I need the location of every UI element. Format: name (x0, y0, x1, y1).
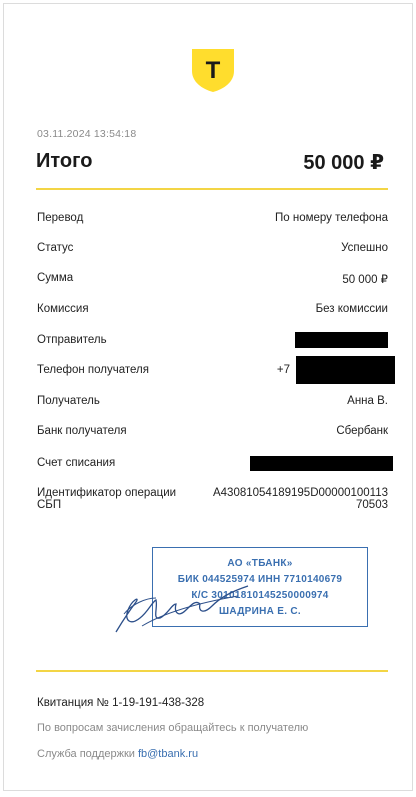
stamp-line-1: АО «ТБАНК» (227, 558, 293, 569)
operation-id-value (213, 487, 388, 511)
receipt-number: Квитанция № 1-19-191-438-328 (37, 697, 205, 709)
redacted-phone (296, 356, 395, 384)
detail-label-line1: Идентификатор операции (37, 487, 177, 499)
detail-label: Комиссия (37, 303, 89, 315)
detail-label: Счет списания (37, 457, 116, 469)
support-line (37, 748, 198, 760)
signature-icon (112, 574, 252, 638)
logo-letter: Т (205, 57, 221, 84)
detail-label: Статус (37, 242, 74, 254)
support-email-link[interactable]: fb@tbank.ru (137, 748, 199, 760)
detail-value: Без комиссии (315, 303, 388, 315)
operation-id-line1: A43081054189195D00000100113 (212, 487, 388, 499)
redacted-account (250, 456, 393, 471)
detail-label: Получатель (37, 395, 100, 407)
support-label: Служба поддержки (37, 748, 138, 760)
detail-row-operation-id (37, 487, 388, 521)
stamp-line-3: К/С 30101810145250000974 (191, 590, 329, 601)
stamp-line-4: ШАДРИНА Е. С. (219, 606, 301, 617)
detail-value: Сбербанк (336, 425, 388, 437)
divider-bottom (36, 670, 388, 672)
operation-id-line2: 70503 (356, 499, 388, 511)
detail-label: Банк получателя (37, 425, 127, 437)
total-amount: 50 000 ₽ (303, 152, 384, 174)
detail-label: Телефон получателя (37, 364, 149, 376)
detail-label-line2: СБП (37, 499, 62, 511)
tbank-logo-icon (190, 47, 236, 93)
detail-value: 50 000 ₽ (342, 274, 388, 286)
detail-value: По номеру телефона (275, 212, 388, 224)
detail-value: Анна В. (347, 395, 388, 407)
divider-top (36, 188, 388, 190)
transaction-datetime: 03.11.2024 13:54:18 (37, 128, 137, 140)
receipt (3, 3, 413, 791)
detail-value: Успешно (341, 242, 388, 254)
detail-label: Перевод (37, 212, 84, 224)
phone-prefix: +7 (276, 364, 290, 376)
total-label: Итого (36, 150, 93, 172)
redacted-sender (295, 332, 388, 348)
info-text: По вопросам зачисления обращайтесь к получателю (37, 722, 309, 734)
detail-label: Сумма (37, 272, 74, 284)
stamp-line-2: БИК 044525974 ИНН 7710140679 (177, 574, 343, 585)
detail-label (37, 487, 176, 511)
detail-label: Отправитель (37, 334, 107, 346)
